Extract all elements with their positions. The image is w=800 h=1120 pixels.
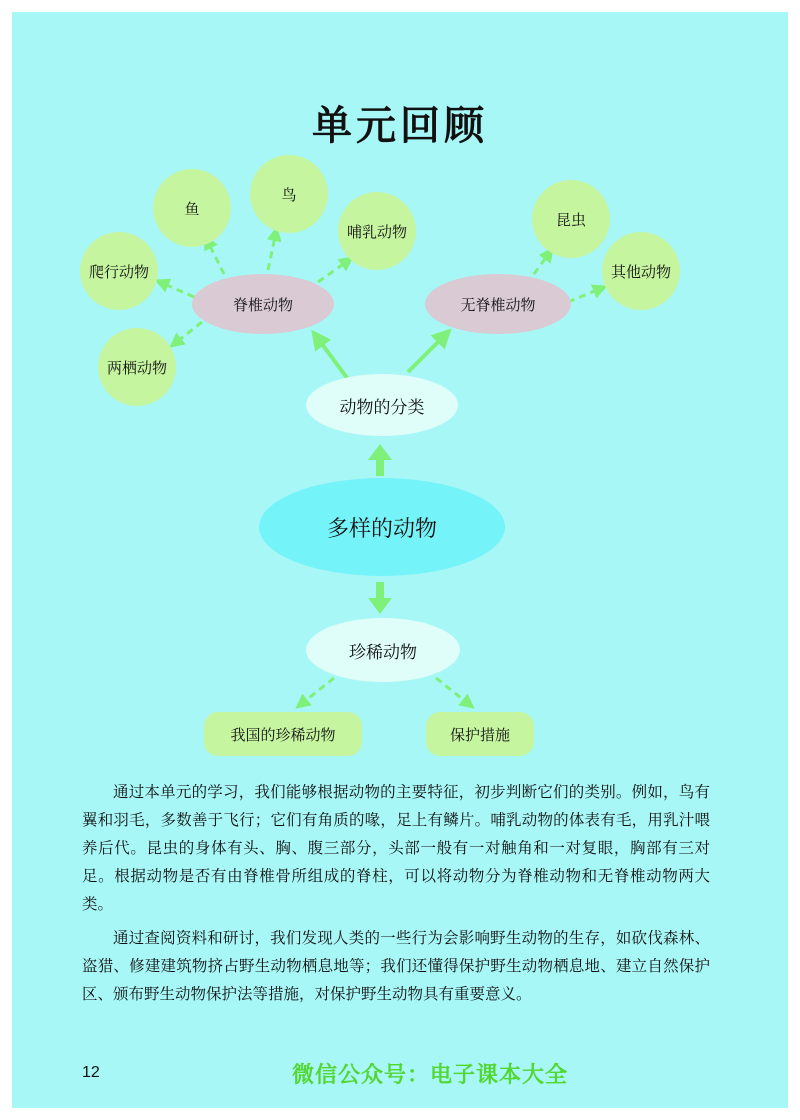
node-vertebrates: 脊椎动物: [192, 274, 334, 334]
page-title: 单元回顾: [312, 102, 488, 149]
node-other: 其他动物: [602, 232, 680, 310]
arrow-to-amphibian: [174, 322, 202, 344]
node-bird: 鸟: [250, 155, 328, 233]
arrow-to-vertebrates: [316, 336, 350, 382]
node-center: 多样的动物: [259, 478, 505, 576]
watermark: 微信公众号：电子课本大全: [292, 1063, 569, 1088]
arrow-to-mammal: [318, 260, 349, 282]
textbook-page: [12, 12, 788, 1108]
arrow-to-other: [568, 288, 602, 302]
arrow-to-bird: [268, 232, 276, 270]
node-mammal: 哺乳动物: [338, 192, 416, 270]
summary-text: [82, 778, 710, 1014]
node-fish: 鱼: [153, 169, 231, 247]
paragraph-2: 通过查阅资料和研讨，我们发现人类的一些行为会影响野生动物的生存，如砍伐森林、盗猎、修建建筑物挤占野生动物栖息地等；我们还懂得保护野生动物栖息地、建立自然保护区、颁布野生动物保护法等措施，对保护野生动物具有重要意义。: [82, 929, 710, 1003]
node-amphibian: 两栖动物: [98, 328, 176, 406]
node-rare-china: 我国的珍稀动物: [204, 712, 362, 756]
arrow-to-insect: [534, 252, 550, 274]
node-insect: 昆虫: [532, 180, 610, 258]
node-reptile: 爬行动物: [80, 232, 158, 310]
arrow-to-protection: [436, 678, 470, 705]
page-number: 12: [82, 1064, 100, 1081]
arrow-down-to-rare: [368, 582, 392, 614]
node-protection: 保护措施: [426, 712, 534, 756]
arrow-to-rare-china: [300, 678, 334, 705]
arrow-to-reptile: [160, 282, 194, 297]
arrow-to-invertebrates: [408, 334, 446, 372]
paragraph-1: 通过本单元的学习，我们能够根据动物的主要特征，初步判断它们的类别。例如，鸟有翼和羽毛，多数善于飞行；它们有角质的喙，足上有鳞片。哺乳动物的体表有毛，用乳汁喂养后代。昆虫的身体有头、胸、腹三部分，头部一般有一对触角和一对复眼，胸部有三对足。根据动物是否有由脊椎骨所组成的脊柱，可以将动物分为脊椎动物和无脊椎动物两大类。: [82, 783, 710, 913]
node-rare: 珍稀动物: [306, 618, 460, 682]
arrow-to-fish: [207, 240, 224, 274]
node-classification: 动物的分类: [306, 374, 458, 436]
node-invertebrates: 无脊椎动物: [425, 274, 571, 334]
arrow-up-to-classification: [368, 444, 392, 476]
